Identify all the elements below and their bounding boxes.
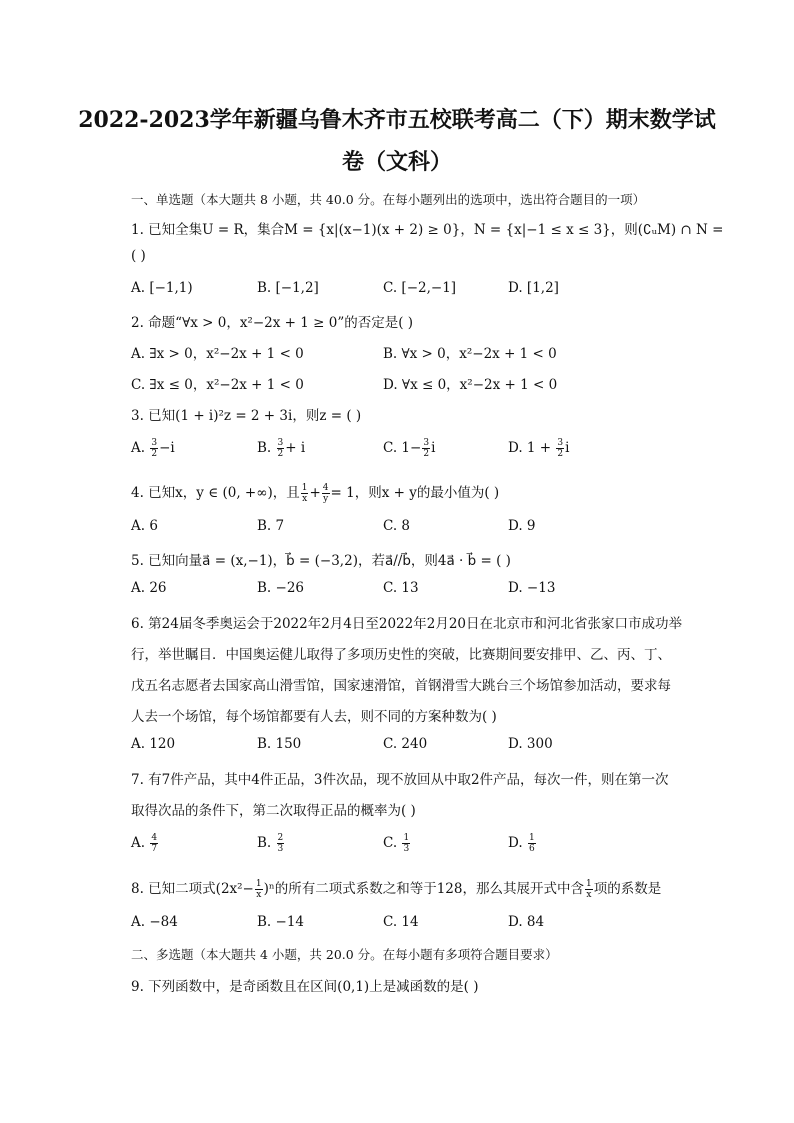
fraction-denominator: x: [302, 494, 308, 504]
fraction: [150, 438, 158, 459]
question-2-option-a: A. ∃x > 0，x²−2x + 1 < 0: [131, 346, 304, 362]
question-3-option-b: [257, 438, 305, 459]
fraction-numerator: 3: [277, 438, 284, 448]
question-4-option-c: C. 8: [383, 518, 411, 534]
question-9-stem: 9. 下列函数中，是奇函数且在区间(0,1)上是减函数的是( ): [131, 979, 479, 995]
question-1-option-b: B. [−1,2]: [257, 280, 319, 296]
question-6-stem-line3: 戊五名志愿者去国家高山滑雪馆，国家速滑馆，首钢滑雪大跳台三个场馆参加活动，要求每: [131, 678, 671, 694]
question-5-option-d: D. −13: [508, 580, 556, 596]
fraction-denominator: 7: [151, 844, 158, 854]
question-6-stem-line4: 人去一个场馆，每个场馆都要有人去，则不同的方案种数为( ): [131, 709, 497, 725]
question-2-stem: 2. 命题“∀x > 0，x²−2x + 1 ≥ 0”的否定是( ): [131, 315, 414, 331]
fraction-denominator: 2: [151, 449, 158, 459]
fraction-denominator: 6: [528, 844, 535, 854]
fraction: [402, 833, 410, 854]
option-c-label: C.: [383, 835, 402, 851]
fraction-numerator: 1: [403, 833, 410, 843]
question-7-option-c: [383, 833, 411, 854]
fraction-numerator: 1: [528, 833, 535, 843]
question-8-stem-post: 项的系数是: [593, 881, 662, 897]
fraction-numerator: 1: [255, 879, 262, 889]
fraction: [277, 833, 285, 854]
question-8-option-b: B. −14: [257, 914, 304, 930]
question-7-option-d: [508, 833, 537, 854]
option-c-suffix: i: [431, 440, 436, 456]
fraction-denominator: x: [586, 890, 592, 900]
plus-sign: +: [309, 485, 321, 501]
question-2-option-c: C. ∃x ≤ 0，x²−2x + 1 < 0: [131, 377, 304, 393]
question-3-option-c: [383, 438, 435, 459]
question-1-stem-cont: ( ): [131, 248, 146, 264]
question-8-stem: [131, 877, 661, 900]
question-6-stem-line1: 6. 第24届冬季奥运会于2022年2月4日至2022年2月20日在北京市和河北省张家口市成功举: [131, 616, 683, 632]
fraction-denominator: 2: [557, 449, 564, 459]
question-6-option-b: B. 150: [257, 736, 302, 752]
question-5-option-b: B. −26: [257, 580, 304, 596]
fraction-numerator: 4: [322, 483, 329, 493]
option-d-suffix: i: [565, 440, 570, 456]
question-1-option-d: D. [1,2]: [508, 280, 559, 296]
fraction: [255, 879, 263, 900]
question-6-option-c: C. 240: [383, 736, 428, 752]
question-3-option-a: [131, 438, 175, 459]
section-heading-multi-choice: 二、多选题（本大题共 4 小题，共 20.0 分。在每小题有多项符合题目要求）: [131, 947, 558, 962]
fraction-denominator: 3: [277, 844, 284, 854]
question-3-option-d: [508, 438, 569, 459]
option-a-prefix: A.: [131, 440, 150, 456]
question-4-stem-post: = 1，则x + y的最小值为( ): [330, 485, 500, 501]
question-3-stem: 3. 已知(1 + i)²z = 2 + 3i，则z = ( ): [131, 408, 362, 424]
fraction: [422, 438, 430, 459]
question-2-option-d: D. ∀x ≤ 0，x²−2x + 1 < 0: [383, 377, 558, 393]
question-7-option-b: [257, 833, 285, 854]
option-a-suffix: −i: [159, 440, 175, 456]
exam-title-line1: 2022-2023学年新疆乌鲁木齐市五校联考高二（下）期末数学试: [78, 107, 716, 133]
fraction-numerator: 1: [301, 483, 308, 493]
question-4-stem-pre: 4. 已知x，y ∈ (0, +∞)，且: [131, 485, 300, 501]
fraction-denominator: 2: [423, 449, 430, 459]
fraction: [322, 483, 330, 504]
question-4-option-a: A. 6: [131, 518, 158, 534]
option-d-prefix: D. 1 +: [508, 440, 556, 456]
fraction-denominator: 2: [277, 449, 284, 459]
question-7-stem-line2: 取得次品的条件下，第二次取得正品的概率为( ): [131, 803, 416, 819]
option-a-label: A.: [131, 835, 150, 851]
question-5-option-c: C. 13: [383, 580, 419, 596]
fraction-numerator: 1: [585, 879, 592, 889]
question-8-option-d: D. 84: [508, 914, 545, 930]
question-5-option-a: A. 26: [131, 580, 167, 596]
fraction-numerator: 3: [557, 438, 564, 448]
option-b-prefix: B.: [257, 440, 276, 456]
fraction-denominator: y: [323, 494, 329, 504]
section-heading-single-choice: 一、单选题（本大题共 8 小题，共 40.0 分。在每小题列出的选项中，选出符合题目的一项）: [131, 192, 646, 207]
question-8-option-c: C. 14: [383, 914, 419, 930]
fraction-numerator: 3: [151, 438, 158, 448]
question-4-stem: [131, 481, 499, 504]
fraction-numerator: 2: [277, 833, 284, 843]
question-8-stem-pre: 8. 已知二项式(2x²−: [131, 881, 254, 897]
option-d-label: D.: [508, 835, 527, 851]
fraction-denominator: x: [256, 890, 262, 900]
fraction: [301, 483, 309, 504]
question-6-stem-line2: 行，举世瞩目．中国奥运健儿取得了多项历史性的突破，比赛期间要安排甲、乙、丙、丁、: [131, 647, 671, 663]
question-5-stem: 5. 已知向量a⃗ = (x,−1)，b⃗ = (−3,2)，若a⃗//b⃗，则4a⃗ · b⃗ = ( ): [131, 553, 511, 569]
fraction: [556, 438, 564, 459]
fraction: [277, 438, 285, 459]
question-4-option-b: B. 7: [257, 518, 285, 534]
option-b-suffix: + i: [285, 440, 306, 456]
question-1-stem: 1. 已知全集U = R，集合M = {x|(x−1)(x + 2) ≥ 0}，N = {x|−1 ≤ x ≤ 3}，则(∁ᵤM) ∩ N =: [131, 222, 724, 238]
fraction: [528, 833, 536, 854]
question-1-option-c: C. [−2,−1]: [383, 280, 457, 296]
question-2-option-b: B. ∀x > 0，x²−2x + 1 < 0: [383, 346, 557, 362]
question-8-option-a: A. −84: [131, 914, 178, 930]
question-8-stem-mid: )ⁿ的所有二项式系数之和等于128，那么其展开式中含: [263, 881, 584, 897]
fraction: [585, 879, 593, 900]
option-b-label: B.: [257, 835, 276, 851]
fraction-numerator: 3: [423, 438, 430, 448]
question-4-option-d: D. 9: [508, 518, 536, 534]
question-6-option-d: D. 300: [508, 736, 553, 752]
option-c-prefix: C. 1−: [383, 440, 422, 456]
fraction-denominator: 3: [403, 844, 410, 854]
question-1-option-a: A. [−1,1): [131, 280, 193, 296]
fraction: [150, 833, 158, 854]
question-7-option-a: [131, 833, 159, 854]
exam-title-line2: 卷（文科）: [341, 149, 452, 175]
question-7-stem-line1: 7. 有7件产品，其中4件正品，3件次品，现不放回从中取2件产品，每次一件，则在第一次: [131, 772, 669, 788]
question-6-option-a: A. 120: [131, 736, 176, 752]
fraction-numerator: 4: [151, 833, 158, 843]
